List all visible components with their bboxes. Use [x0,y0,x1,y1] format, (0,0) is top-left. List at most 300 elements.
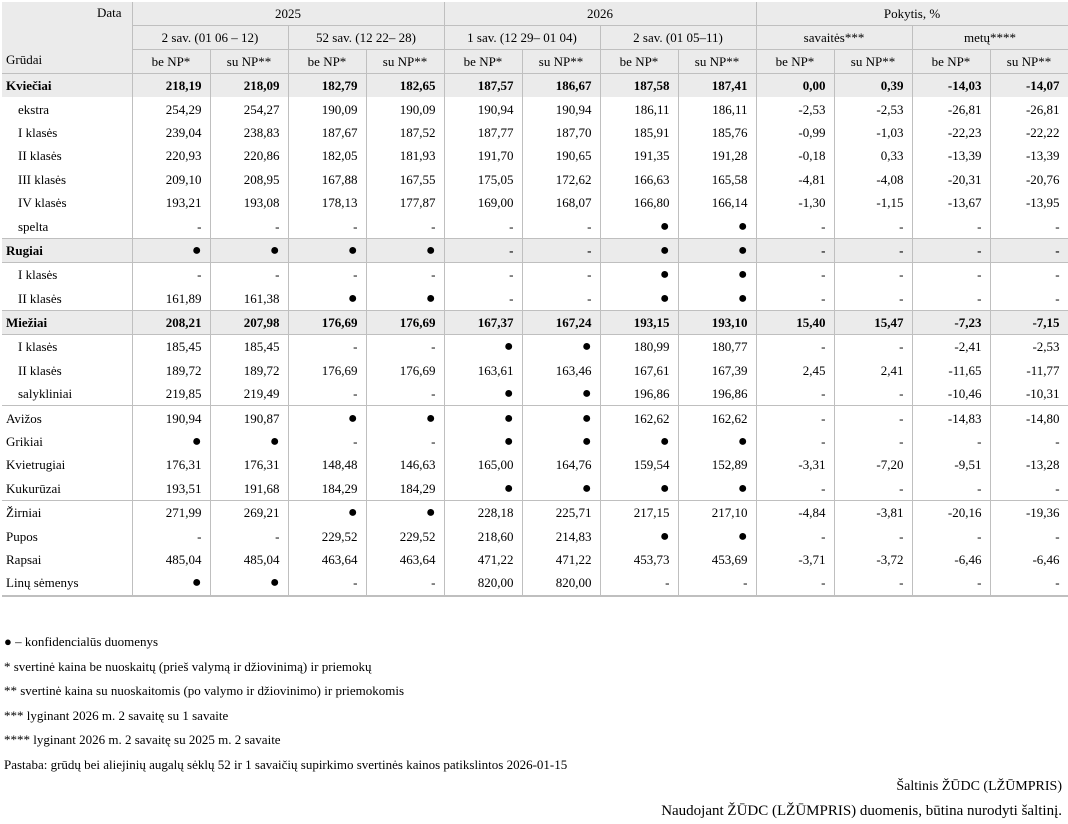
table-cell: 186,11 [678,97,756,120]
row-label: Miežiai [2,310,132,334]
table-cell: -7,23 [912,310,990,334]
table-cell: - [912,477,990,501]
table-cell: - [912,430,990,453]
table-cell: 218,09 [210,74,288,98]
table-cell: ● [678,214,756,238]
table-cell: -26,81 [912,97,990,120]
table-cell: 191,68 [210,477,288,501]
row-label: Kukurūzai [2,477,132,501]
table-cell: - [912,214,990,238]
table-cell: - [756,238,834,262]
row-label: II klasės [2,144,132,167]
row-label: Kvietrugiai [2,453,132,476]
table-cell: - [834,335,912,359]
table-cell: ● [522,335,600,359]
table-cell: 162,62 [600,406,678,430]
table-cell: - [678,571,756,595]
table-cell: ● [600,524,678,547]
table-cell: 208,21 [132,310,210,334]
table-cell: - [756,335,834,359]
table-cell: -0,99 [756,121,834,144]
header-change-week: savaitės*** [756,26,912,50]
table-cell: 185,91 [600,121,678,144]
footnote-confidential: ● – konfidencialūs duomenys [4,634,159,649]
table-cell: 176,69 [366,310,444,334]
table-cell: ● [366,287,444,311]
table-cell: ● [678,524,756,547]
table-cell: 217,15 [600,501,678,525]
table-cell: 187,67 [288,121,366,144]
footnote-remark: Pastaba: grūdų bei aliejinių augalų sėklų 52 ir 1 savaičių supirkimo svertinės kainos patikslintos 2026-01-15 [4,756,568,772]
source-block [661,774,1062,824]
table-cell: 190,94 [522,97,600,120]
table-cell: 191,70 [444,144,522,167]
table-cell: - [756,477,834,501]
table-cell: ● [600,214,678,238]
table-cell: 471,22 [444,548,522,571]
table-cell: - [756,406,834,430]
table-cell: 463,64 [366,548,444,571]
row-label: spelta [2,214,132,238]
table-cell: ● [288,287,366,311]
table-cell: ● [132,430,210,453]
table-cell: 190,94 [444,97,522,120]
table-cell: 184,29 [366,477,444,501]
footnotes [4,630,567,777]
table-cell: - [444,263,522,287]
table-cell: 176,69 [288,359,366,382]
table-cell: 178,13 [288,191,366,214]
table-cell: 453,73 [600,548,678,571]
table-cell: 190,87 [210,406,288,430]
table-cell: - [756,263,834,287]
row-label: I klasės [2,335,132,359]
table-cell: 148,48 [288,453,366,476]
table-cell: - [912,524,990,547]
table-cell: - [132,214,210,238]
table-cell: -10,31 [990,382,1068,406]
table-cell: ● [366,238,444,262]
table-cell: - [522,238,600,262]
table-cell: - [990,524,1068,547]
table-cell: - [600,571,678,595]
table-cell: - [834,571,912,595]
table-cell: - [444,214,522,238]
column-header: su NP** [210,50,288,74]
table-cell: - [834,524,912,547]
table-row [2,97,1068,120]
table-cell: -13,67 [912,191,990,214]
row-label: ekstra [2,97,132,120]
table-cell: 187,70 [522,121,600,144]
table-cell: ● [522,430,600,453]
column-header: be NP* [288,50,366,74]
table-cell: -1,30 [756,191,834,214]
row-label: I klasės [2,263,132,287]
table-cell: 228,18 [444,501,522,525]
table-row [2,168,1068,191]
header-corner [2,2,132,74]
table-row [2,335,1068,359]
table-cell: ● [678,430,756,453]
table-cell: ● [288,501,366,525]
table-row [2,74,1068,98]
row-label: Rapsai [2,548,132,571]
table-cell: - [834,214,912,238]
table-cell: -4,84 [756,501,834,525]
table-cell: -22,23 [912,121,990,144]
column-header: be NP* [912,50,990,74]
table-cell: -4,08 [834,168,912,191]
table-cell: -2,53 [834,97,912,120]
row-label: III klasės [2,168,132,191]
table-cell: - [834,263,912,287]
row-label: II klasės [2,359,132,382]
table-cell: ● [288,406,366,430]
table-cell: -2,41 [912,335,990,359]
table-cell: - [990,238,1068,262]
table-cell: 15,47 [834,310,912,334]
table-cell: 184,29 [288,477,366,501]
table-cell: 167,55 [366,168,444,191]
table-cell: -2,53 [756,97,834,120]
table-cell: - [834,477,912,501]
table-row [2,144,1068,167]
column-header: su NP** [990,50,1068,74]
table-cell: 220,93 [132,144,210,167]
table-row [2,571,1068,595]
table-cell: - [756,524,834,547]
table-cell: - [990,263,1068,287]
table-cell: ● [366,501,444,525]
column-header: be NP* [600,50,678,74]
table-cell: -19,36 [990,501,1068,525]
table-cell: -14,83 [912,406,990,430]
table-cell: 187,41 [678,74,756,98]
table-cell: - [834,382,912,406]
table-cell: 820,00 [522,571,600,595]
table-cell: ● [600,287,678,311]
table-cell: 166,63 [600,168,678,191]
table-cell: ● [210,238,288,262]
table-cell: 185,45 [210,335,288,359]
table-row [2,453,1068,476]
header-data-label: Data [96,5,122,20]
table-cell: 0,39 [834,74,912,98]
table-row [2,477,1068,501]
table-cell: 485,04 [210,548,288,571]
footnote-double-star: ** svertinė kaina su nuoskaitomis (po valymo ir džiovinimo) ir priemokomis [4,683,405,698]
table-cell: 176,69 [366,359,444,382]
source-note: Naudojant ŽŪDC (LŽŪMPRIS) duomenis, būtina nurodyti šaltinį. [661,803,1062,819]
table-cell: 453,69 [678,548,756,571]
column-header: be NP* [756,50,834,74]
table-cell: -14,80 [990,406,1068,430]
table-cell: - [756,287,834,311]
table-cell: 182,65 [366,74,444,98]
table-cell: ● [210,571,288,595]
table-cell: 165,00 [444,453,522,476]
table-cell: -11,77 [990,359,1068,382]
table-cell: - [210,214,288,238]
table-cell: 218,19 [132,74,210,98]
column-header: su NP** [522,50,600,74]
header-grudai-label: Grūdai [6,52,43,67]
table-cell: 254,27 [210,97,288,120]
table-cell: - [990,214,1068,238]
table-row [2,310,1068,334]
table-cell: 175,05 [444,168,522,191]
table-cell: -13,39 [912,144,990,167]
row-label: Pupos [2,524,132,547]
table-cell: - [756,214,834,238]
table-cell: - [366,263,444,287]
table-cell: 182,05 [288,144,366,167]
header-pokytis: Pokytis, % [756,2,1068,26]
table-cell: 190,94 [132,406,210,430]
table-cell: 191,28 [678,144,756,167]
table-cell: 193,15 [600,310,678,334]
table-row [2,501,1068,525]
table-cell: 219,85 [132,382,210,406]
table-cell: 196,86 [678,382,756,406]
table-cell: - [522,287,600,311]
table-cell: ● [678,238,756,262]
table-cell: -20,76 [990,168,1068,191]
table-cell: - [834,430,912,453]
table-cell: ● [132,238,210,262]
table-cell: 186,67 [522,74,600,98]
table-cell: 180,77 [678,335,756,359]
table-cell: - [366,430,444,453]
table-cell: ● [444,382,522,406]
table-cell: -2,53 [990,335,1068,359]
table-cell: 176,31 [210,453,288,476]
table-cell: -6,46 [912,548,990,571]
table-cell: - [132,263,210,287]
table-cell: ● [600,238,678,262]
table-cell: - [756,571,834,595]
table-cell: 463,64 [288,548,366,571]
table-cell: - [912,238,990,262]
table-cell: - [366,571,444,595]
table-cell: 146,63 [366,453,444,476]
table-cell: -3,81 [834,501,912,525]
table-row [2,359,1068,382]
table-cell: 0,00 [756,74,834,98]
table-cell: ● [444,430,522,453]
table-cell: - [756,430,834,453]
table-cell: 208,95 [210,168,288,191]
table-cell: -4,81 [756,168,834,191]
table-cell: -14,07 [990,74,1068,98]
table-cell: ● [444,335,522,359]
table-cell: ● [522,382,600,406]
column-header: su NP** [678,50,756,74]
table-cell: 217,10 [678,501,756,525]
table-cell: 2,45 [756,359,834,382]
table-cell: ● [366,406,444,430]
table-row [2,287,1068,311]
table-cell: ● [678,477,756,501]
table-cell: 176,69 [288,310,366,334]
table-cell: 193,21 [132,191,210,214]
table-cell: -13,95 [990,191,1068,214]
table-cell: 167,61 [600,359,678,382]
table-cell: -3,31 [756,453,834,476]
table-cell: 166,14 [678,191,756,214]
footnote-single-star: * svertinė kaina be nuoskaitų (prieš valymą ir džiovinimą) ir priemokų [4,658,372,674]
table-cell: 185,76 [678,121,756,144]
table-cell: - [288,571,366,595]
table-cell: - [288,214,366,238]
column-header: su NP** [834,50,912,74]
table-cell: ● [678,287,756,311]
table-cell: -20,31 [912,168,990,191]
row-label: Grikiai [2,430,132,453]
table-cell: - [132,524,210,547]
table-cell: - [288,382,366,406]
table-cell: -14,03 [912,74,990,98]
table-row [2,214,1068,238]
header-year-2025: 2025 [132,2,444,26]
table-cell: 193,08 [210,191,288,214]
header-week: 2 sav. (01 05–11) [600,26,756,50]
table-cell: 269,21 [210,501,288,525]
table-cell: ● [132,571,210,595]
table-cell: -3,71 [756,548,834,571]
table-row [2,382,1068,406]
table-cell: 159,54 [600,453,678,476]
table-cell: 168,07 [522,191,600,214]
table-cell: - [366,335,444,359]
table-cell: - [288,430,366,453]
column-header: su NP** [366,50,444,74]
table-cell: 209,10 [132,168,210,191]
table-cell: 207,98 [210,310,288,334]
table-cell: 163,61 [444,359,522,382]
table-header [2,2,1068,74]
table-cell: 229,52 [288,524,366,547]
footnote-triple-star: *** lyginant 2026 m. 2 savaitę su 1 savaite [4,707,229,723]
table-cell: ● [444,477,522,501]
table-cell: 218,60 [444,524,522,547]
table-cell: 161,89 [132,287,210,311]
table-cell: 196,86 [600,382,678,406]
table-row [2,121,1068,144]
source-label: Šaltinis ŽŪDC (LŽŪMPRIS) [896,779,1062,794]
table-row [2,263,1068,287]
table-cell: - [990,430,1068,453]
table-cell: 219,49 [210,382,288,406]
table-cell: - [522,214,600,238]
header-year-2026: 2026 [444,2,756,26]
table-cell: - [444,287,522,311]
table-cell: 162,62 [678,406,756,430]
header-week: 2 sav. (01 06 – 12) [132,26,288,50]
table-cell: ● [600,263,678,287]
table-cell: 167,37 [444,310,522,334]
table-cell: 271,99 [132,501,210,525]
row-label: IV klasės [2,191,132,214]
column-header: be NP* [444,50,522,74]
table-cell: -20,16 [912,501,990,525]
table-cell: 15,40 [756,310,834,334]
table-cell: 820,00 [444,571,522,595]
table-cell: 181,93 [366,144,444,167]
table-cell: -7,15 [990,310,1068,334]
table-cell: -11,65 [912,359,990,382]
table-cell: 220,86 [210,144,288,167]
table-row [2,238,1068,262]
row-label: Linų sėmenys [2,571,132,595]
table-cell: - [990,571,1068,595]
row-label: Žirniai [2,501,132,525]
table-cell: 0,33 [834,144,912,167]
table-cell: 172,62 [522,168,600,191]
table-cell: ● [210,430,288,453]
header-change-year: metų**** [912,26,1068,50]
table-cell: -22,22 [990,121,1068,144]
table-cell: - [522,263,600,287]
table-cell: 254,29 [132,97,210,120]
table-cell: ● [678,263,756,287]
table-cell: 165,58 [678,168,756,191]
table-cell: 189,72 [210,359,288,382]
row-label: Rugiai [2,238,132,262]
table-row [2,524,1068,547]
table-cell: - [990,287,1068,311]
table-cell: 161,38 [210,287,288,311]
table-cell: 180,99 [600,335,678,359]
table-row [2,548,1068,571]
table-cell: ● [522,477,600,501]
table-cell: -6,46 [990,548,1068,571]
table-cell: 190,09 [366,97,444,120]
table-cell: 176,31 [132,453,210,476]
table-cell: - [834,406,912,430]
table-cell: 187,58 [600,74,678,98]
row-label: salykliniai [2,382,132,406]
table-cell: 191,35 [600,144,678,167]
table-cell: 239,04 [132,121,210,144]
table-cell: 185,45 [132,335,210,359]
table-cell: 187,52 [366,121,444,144]
table-cell: ● [444,406,522,430]
row-label: I klasės [2,121,132,144]
table-cell: 471,22 [522,548,600,571]
row-label: Avižos [2,406,132,430]
row-label: Kviečiai [2,74,132,98]
table-cell: -1,15 [834,191,912,214]
table-cell: 214,83 [522,524,600,547]
header-week: 1 sav. (12 29– 01 04) [444,26,600,50]
table-cell: - [366,214,444,238]
table-cell: 225,71 [522,501,600,525]
column-header: be NP* [132,50,210,74]
table-cell: -3,72 [834,548,912,571]
header-week: 52 sav. (12 22– 28) [288,26,444,50]
table-cell: -9,51 [912,453,990,476]
table-cell: 167,88 [288,168,366,191]
table-cell: 190,09 [288,97,366,120]
table-cell: 152,89 [678,453,756,476]
table-cell: - [366,382,444,406]
table-cell: -13,28 [990,453,1068,476]
table-row [2,191,1068,214]
table-cell: - [444,238,522,262]
table-cell: 485,04 [132,548,210,571]
